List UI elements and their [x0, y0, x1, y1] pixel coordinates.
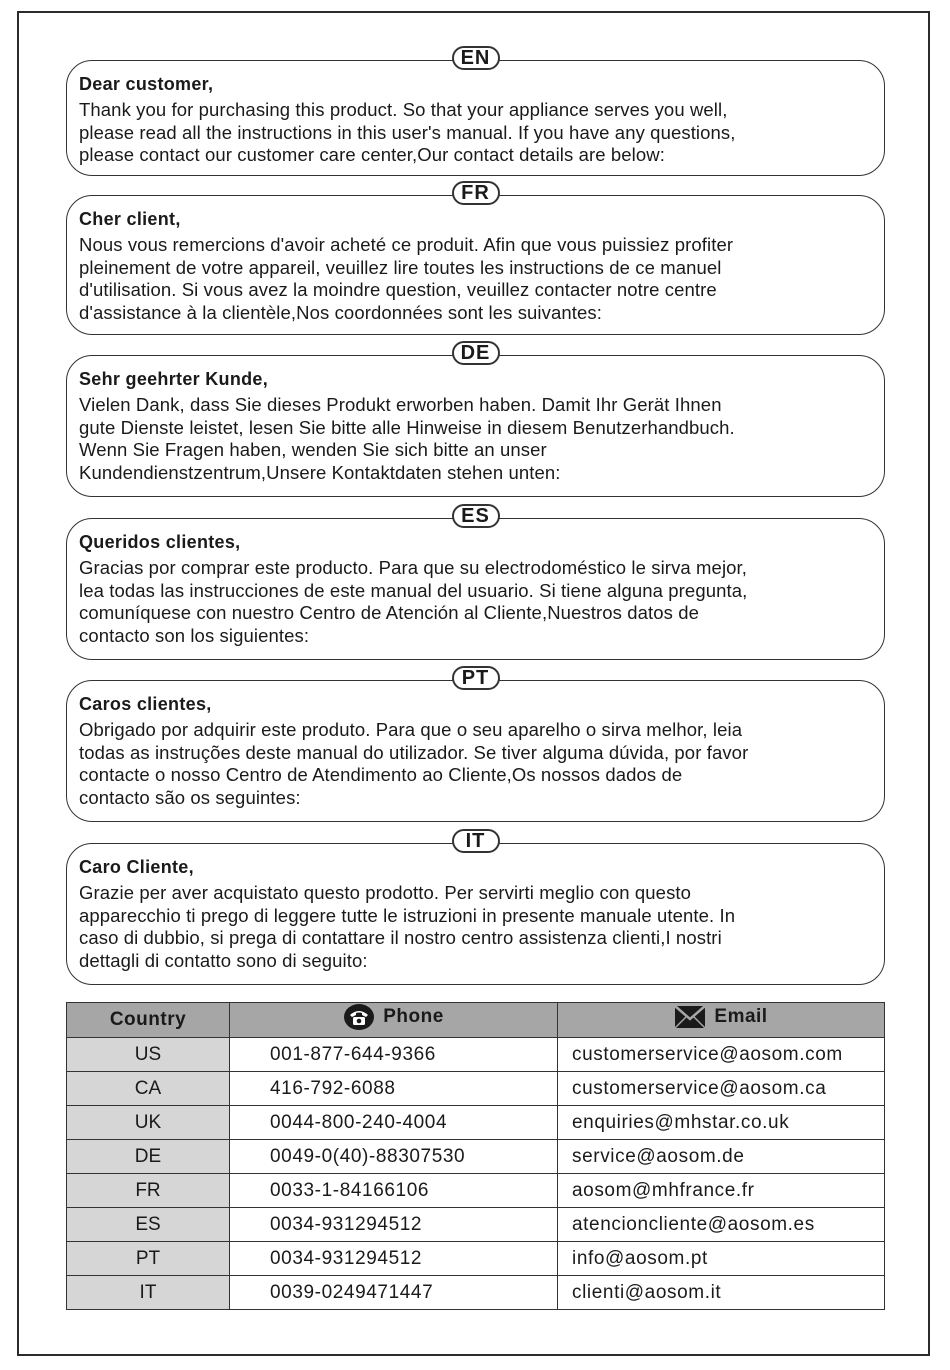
country-cell: UK [67, 1106, 230, 1140]
greeting-de: Sehr geehrter Kunde, [79, 369, 269, 389]
table-header-row [67, 1003, 885, 1038]
section-de [66, 342, 885, 497]
body-de [79, 394, 872, 484]
country-cell: PT [67, 1242, 230, 1276]
body-fr [79, 234, 872, 324]
country-cell: ES [67, 1208, 230, 1242]
language-badge-en: EN [452, 46, 500, 70]
language-badge-es: ES [452, 504, 500, 528]
greeting-pt: Caros clientes, [79, 694, 212, 714]
table-row [67, 1038, 885, 1072]
body-line: dettagli di contatto sono di seguito: [79, 949, 368, 971]
contact-table [66, 1002, 885, 1310]
language-badge-de: DE [452, 341, 500, 365]
country-cell: US [67, 1038, 230, 1072]
body-pt [79, 719, 872, 809]
email-cell: atencioncliente@aosom.es [558, 1208, 885, 1242]
phone-header [230, 1003, 558, 1038]
body-line: todas as instruções deste manual do utilizador. Se tiver alguma dúvida, por favor [79, 741, 749, 763]
phone-cell: 0034-931294512 [230, 1242, 558, 1276]
body-line: Nous vous remercions d'avoir acheté ce produit. Afin que vous puissiez profiter [79, 234, 734, 255]
section-en [66, 47, 885, 176]
phone-header-label: Phone [383, 1006, 444, 1027]
body-line: pleinement de votre appareil, veuillez lire toutes les instructions de ce manuel [79, 256, 722, 278]
phone-cell: 0044-800-240-4004 [230, 1106, 558, 1140]
greeting-it: Caro Cliente, [79, 857, 194, 877]
greeting-fr: Cher client, [79, 209, 181, 229]
table-row [67, 1140, 885, 1174]
phone-cell: 0033-1-84166106 [230, 1174, 558, 1208]
email-cell: enquiries@mhstar.co.uk [558, 1106, 885, 1140]
body-line: lea todas las instrucciones de este manual del usuario. Si tiene alguna pregunta, [79, 579, 748, 601]
country-header-label: Country [109, 1009, 187, 1030]
email-cell: customerservice@aosom.ca [558, 1072, 885, 1106]
email-cell: service@aosom.de [558, 1140, 885, 1174]
section-es [66, 505, 885, 660]
phone-cell: 0039-0249471447 [230, 1276, 558, 1310]
body-line: contacto son los siguientes: [79, 624, 310, 646]
body-line: gute Dienste leistet, lesen Sie bitte alle Hinweise in diesem Benutzerhandbuch. [79, 416, 735, 438]
table-row [67, 1242, 885, 1276]
table-row [67, 1276, 885, 1310]
body-line: Kundendienstzentrum,Unsere Kontaktdaten stehen unten: [79, 461, 561, 483]
section-pt [66, 667, 885, 822]
body-line: Thank you for purchasing this product. So that your appliance serves you well, [79, 99, 728, 120]
email-cell: clienti@aosom.it [558, 1276, 885, 1310]
phone-cell: 001-877-644-9366 [230, 1038, 558, 1072]
table-row [67, 1072, 885, 1106]
email-header-label: Email [714, 1006, 768, 1027]
table-row [67, 1106, 885, 1140]
body-line: contacte o nosso Centro de Atendimento ao Cliente,Os nossos dados de [79, 764, 683, 785]
country-header [67, 1003, 230, 1038]
section-it [66, 830, 885, 985]
email-header [558, 1003, 885, 1038]
body-line: Obrigado por adquirir este produto. Para que o seu aparelho o sirva melhor, leia [79, 719, 743, 740]
language-badge-fr: FR [452, 181, 500, 205]
table-row [67, 1174, 885, 1208]
greeting-en: Dear customer, [79, 74, 214, 94]
body-line: Gracias por comprar este producto. Para que su electrodoméstico le sirva mejor, [79, 557, 748, 578]
phone-cell: 0049-0(40)-88307530 [230, 1140, 558, 1174]
body-line: apparecchio ti prego di leggere tutte le istruzioni in presente manuale utente. In [79, 904, 736, 926]
country-cell: DE [67, 1140, 230, 1174]
language-badge-it: IT [452, 829, 500, 853]
country-cell: IT [67, 1276, 230, 1310]
body-line: Wenn Sie Fragen haben, wenden Sie sich bitte an unser [79, 439, 547, 460]
body-es [79, 557, 872, 647]
phone-icon [343, 1003, 375, 1031]
country-cell: FR [67, 1174, 230, 1208]
body-line: comuníquese con nuestro Centro de Atención al Cliente,Nuestros datos de [79, 602, 700, 623]
email-cell: customerservice@aosom.com [558, 1038, 885, 1072]
table-row [67, 1208, 885, 1242]
body-line: Vielen Dank, dass Sie dieses Produkt erworben haben. Damit Ihr Gerät Ihnen [79, 394, 722, 415]
body-line: contacto são os seguintes: [79, 786, 301, 808]
section-fr [66, 182, 885, 335]
greeting-es: Queridos clientes, [79, 532, 241, 552]
body-line: d'assistance à la clientèle,Nos coordonnées sont les suivantes: [79, 301, 602, 323]
country-cell: CA [67, 1072, 230, 1106]
email-cell: aosom@mhfrance.fr [558, 1174, 885, 1208]
phone-cell: 416-792-6088 [230, 1072, 558, 1106]
body-line: Grazie per aver acquistato questo prodotto. Per servirti meglio con questo [79, 882, 692, 903]
email-cell: info@aosom.pt [558, 1242, 885, 1276]
body-line: please read all the instructions in this user's manual. If you have any questions, [79, 121, 736, 143]
phone-cell: 0034-931294512 [230, 1208, 558, 1242]
body-en [79, 99, 872, 167]
envelope-icon [674, 1004, 706, 1030]
body-it [79, 882, 872, 972]
body-line: please contact our customer care center,Our contact details are below: [79, 144, 665, 165]
language-badge-pt: PT [452, 666, 500, 690]
body-line: caso di dubbio, si prega di contattare il nostro centro assistenza clienti,I nostri [79, 927, 722, 948]
body-line: d'utilisation. Si vous avez la moindre question, veuillez contacter notre centre [79, 279, 717, 300]
